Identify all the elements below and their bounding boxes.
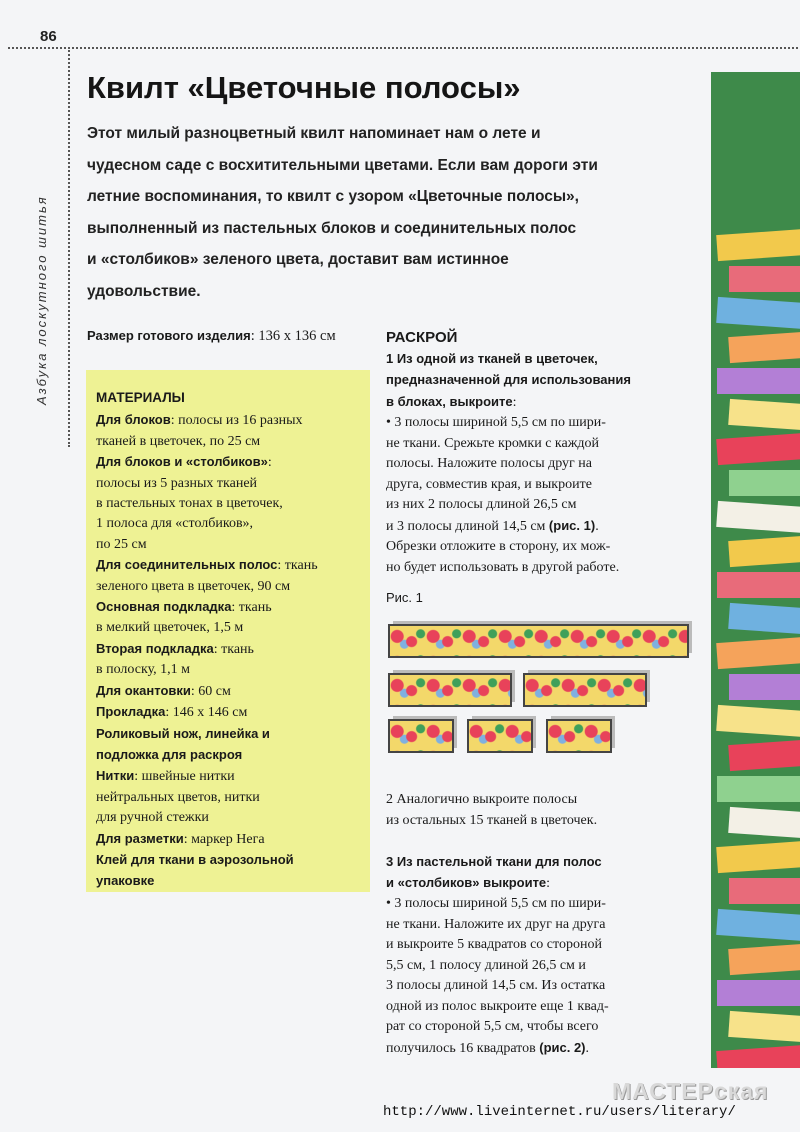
figure-1-ref: (рис. 1) — [548, 517, 596, 533]
materials-item-text: : — [267, 455, 272, 471]
materials-item-bold: Для окантовки — [96, 682, 191, 698]
materials-item-line — [96, 829, 366, 850]
cutting-heading: РАСКРОЙ — [386, 329, 458, 346]
materials-item-line — [96, 618, 366, 638]
materials-item-line — [96, 871, 366, 892]
intro-line: и «столбиков» зеленого цвета, доставит вам истинное — [87, 251, 509, 268]
figure-2-ref: (рис. 2) — [539, 1039, 586, 1055]
quilt-patch — [717, 980, 800, 1006]
step-3-line: и выкроите 5 квадратов со стороной — [386, 937, 602, 952]
quilt-patch — [729, 878, 800, 904]
step-1-line — [386, 413, 686, 434]
side-dotted-rule — [68, 47, 70, 447]
quilt-patch — [716, 637, 800, 669]
materials-item-line — [96, 494, 366, 514]
materials-item-line — [96, 597, 366, 618]
quilt-patch — [717, 572, 800, 598]
materials-item-text: полосы из 5 разных тканей — [96, 475, 258, 491]
section-label: Азбука лоскутного шитья — [34, 195, 49, 405]
finished-size-value: : 136 х 136 см — [250, 328, 336, 344]
step-3-heading-line: 3 Из пастельной ткани для полос — [386, 854, 602, 869]
materials-item-line — [96, 702, 366, 723]
materials-item-line — [96, 514, 366, 534]
quilt-patch — [717, 776, 800, 802]
quilt-patch — [716, 433, 800, 465]
step-3-line: одной из полос выкроите еще 1 квад- — [386, 998, 609, 1014]
cutting-section — [386, 328, 686, 578]
materials-item-line — [96, 745, 366, 766]
page-title: Квилт «Цветочные полосы» — [87, 70, 521, 105]
step-1-bold: 1 Из одной из тканей в цветочек, — [386, 350, 598, 366]
quilt-patch — [729, 470, 800, 496]
materials-item-bold: Для блоков — [96, 412, 171, 428]
step-1-text: полосы. Наложите полосы друг на — [386, 456, 592, 471]
materials-item-line — [96, 474, 366, 494]
materials-list — [96, 388, 366, 893]
step-1-text: • 3 полосы шириной 5,5 см по шири- — [386, 415, 606, 430]
step-1-text: не ткани. Срежьте кромки с каждой — [386, 435, 600, 451]
materials-item-bold: Вторая подкладка — [96, 640, 214, 656]
quilt-patch — [716, 705, 800, 737]
materials-item-text: в пастельных тонах в цветочек, — [96, 496, 283, 512]
step-1-text: друга, совместив края, и выкроите — [386, 476, 592, 492]
step-3-line: • 3 полосы шириной 5,5 см по шири- — [386, 896, 606, 911]
materials-item-text: для ручной стежки — [96, 810, 209, 826]
step-1-text: из них 2 полосы длиной 26,5 см — [386, 497, 577, 512]
materials-item-text: : 146 х 146 см — [165, 705, 248, 721]
materials-item-line — [96, 850, 366, 871]
step-1-line — [386, 454, 686, 475]
step-1-line — [386, 370, 686, 392]
step-1-text: и 3 полосы длиной 14,5 см — [386, 518, 549, 534]
materials-item-bold: Нитки — [96, 768, 135, 784]
materials-item-bold: Для блоков и «столбиков» — [96, 454, 268, 470]
materials-item-line — [96, 660, 366, 680]
materials-item-bold: Для разметки — [96, 830, 184, 846]
cutting-step-2 — [386, 790, 686, 831]
step-3-line: 3 полосы длиной 14,5 см. Из остатка — [386, 978, 606, 993]
materials-item-line — [96, 555, 366, 576]
materials-item-bold: Прокладка — [96, 704, 166, 720]
step-1-line — [386, 434, 686, 455]
quilt-patch — [716, 1045, 800, 1068]
step-1-text: Обрезки отложите в сторону, их мож- — [386, 539, 611, 554]
quilt-patch — [716, 501, 800, 533]
materials-item-text: нейтральных цветов, нитки — [96, 789, 260, 805]
fabric-strip — [523, 673, 647, 707]
step-3-heading-line: и «столбиков» выкроите: — [386, 874, 551, 891]
intro-paragraph — [87, 118, 707, 307]
step-3-line: не ткани. Наложите их друг на друга — [386, 916, 606, 932]
materials-item-text: : ткань — [213, 641, 254, 657]
quilt-patch — [728, 331, 800, 363]
step-2-line: из остальных 15 тканей в цветочек. — [386, 812, 598, 828]
intro-line: Этот милый разноцветный квилт напоминает нам о лете и — [87, 125, 541, 142]
materials-item-text: 1 полоса для «столбиков», — [96, 516, 254, 532]
step-1-line — [386, 516, 686, 538]
materials-item-text: тканей в цветочек, по 25 см — [96, 433, 261, 449]
step-1-text: : — [512, 394, 517, 410]
quilt-patch — [729, 674, 800, 700]
step-3-line: 5,5 см, 1 полосу длиной 26,5 см и — [386, 957, 586, 973]
intro-line: удовольствие. — [87, 282, 201, 300]
intro-line: летние воспоминания, то квилт с узором «Цветочные полосы», — [87, 188, 579, 205]
watermark-logo: МАСТЕРская — [612, 1078, 769, 1104]
quilt-patch — [716, 229, 800, 261]
materials-item-line — [96, 724, 366, 745]
step-1-line — [386, 475, 686, 496]
step-1-text: . — [595, 518, 599, 534]
materials-item-text: : полосы из 16 разных — [170, 413, 303, 429]
quilt-patch — [728, 535, 800, 567]
quilt-patch — [717, 368, 800, 394]
materials-item-text: : швейные нитки — [134, 769, 235, 785]
materials-item-line — [96, 432, 366, 452]
source-url: http://www.liveinternet.ru/users/literary/ — [383, 1104, 736, 1120]
quilt-photo — [711, 72, 800, 1068]
step-3-last-text: получилось 16 квадратов — [386, 1040, 540, 1056]
quilt-patch — [716, 297, 800, 329]
materials-item-text: : 60 см — [190, 683, 231, 699]
fabric-strip — [388, 624, 689, 658]
step-1-line — [386, 392, 686, 414]
materials-item-bold: подложка для раскроя — [96, 746, 243, 762]
materials-item-bold: Клей для ткани в аэрозольной — [96, 851, 294, 867]
quilt-patch — [728, 399, 800, 431]
quilt-patch — [728, 739, 800, 771]
quilt-patch — [728, 807, 800, 839]
materials-item-text: зеленого цвета в цветочек, 90 см — [96, 578, 291, 594]
step-2-line: 2 Аналогично выкроите полосы — [386, 792, 578, 807]
page-number: 86 — [40, 28, 57, 45]
finished-size-label: Размер готового изделия — [87, 328, 251, 343]
materials-item-text: в полоску, 1,1 м — [96, 662, 191, 678]
quilt-patch — [728, 943, 800, 975]
intro-line: выполненный из пастельных блоков и соединительных полос — [87, 219, 577, 237]
materials-item-line — [96, 452, 366, 473]
fabric-strip — [546, 719, 612, 753]
fabric-strip — [388, 719, 454, 753]
fabric-strip — [467, 719, 533, 753]
materials-heading: МАТЕРИАЛЫ — [96, 390, 185, 405]
step-1-bold: в блоках, выкроите — [386, 393, 513, 409]
materials-item-line — [96, 788, 366, 808]
step-3-heading-text: и «столбиков» выкроите — [386, 874, 547, 890]
quilt-patch — [729, 266, 800, 292]
materials-item-line — [96, 639, 366, 660]
materials-item-line — [96, 577, 366, 597]
materials-item-line — [96, 808, 366, 828]
materials-item-text: по 25 см — [96, 536, 147, 552]
top-dotted-rule — [8, 47, 798, 49]
materials-item-bold: упаковке — [96, 873, 155, 889]
step-1-bold: предназначенной для использования — [386, 372, 631, 387]
step-1-line — [386, 349, 686, 371]
step-1-line — [386, 495, 686, 516]
materials-item-text: : маркер Нега — [183, 831, 265, 847]
figure-1-label: Рис. 1 — [386, 590, 423, 605]
step-1-line — [386, 537, 686, 558]
materials-item-text: : ткань — [231, 600, 272, 616]
materials-item-bold: Основная подкладка — [96, 599, 232, 615]
materials-item-line — [96, 410, 366, 431]
quilt-patch — [728, 1011, 800, 1043]
materials-item-bold: Роликовый нож, линейка и — [96, 725, 270, 741]
finished-size — [87, 328, 336, 345]
quilt-patch — [728, 603, 800, 635]
intro-line: чудесном саде с восхитительными цветами. Если вам дороги эти — [87, 156, 598, 174]
quilt-patch — [716, 841, 800, 873]
step-3-last-end: . — [585, 1040, 590, 1056]
step-3-line: рат со стороной 5,5 см, чтобы всего — [386, 1019, 599, 1034]
materials-item-line — [96, 535, 366, 555]
step-3-last-line — [386, 1038, 686, 1060]
step-1-line — [386, 558, 686, 579]
materials-item-line — [96, 766, 366, 787]
materials-item-line — [96, 681, 366, 702]
materials-item-text: в мелкий цветочек, 1,5 м — [96, 620, 244, 636]
materials-item-bold: Для соединительных полос — [96, 557, 278, 573]
step-1-text: но будет использовать в другой работе. — [386, 559, 620, 575]
fabric-strip — [388, 673, 512, 707]
quilt-patch — [716, 909, 800, 941]
materials-item-text: : ткань — [277, 558, 318, 574]
cutting-step-3 — [386, 852, 686, 1059]
